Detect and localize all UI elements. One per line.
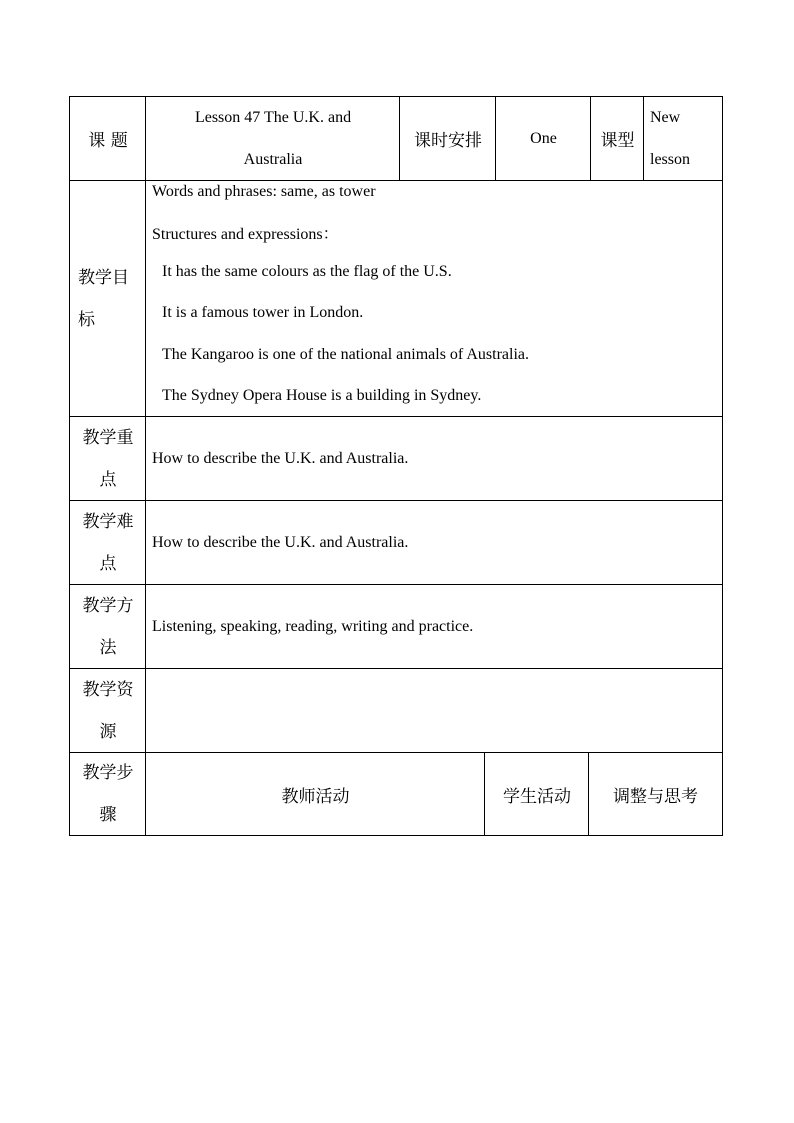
methods-content (145, 584, 723, 668)
objectives-content (145, 180, 723, 416)
reflection-text: 调整与思考 (613, 786, 698, 807)
steps-row (69, 752, 723, 836)
objectives-label (69, 180, 146, 416)
lesson-title-line1: Lesson 47 The U.K. and (194, 108, 352, 126)
resources-row (69, 668, 723, 752)
type-label-text: 课型 (600, 131, 635, 151)
schedule-value-text: One (530, 129, 557, 147)
lesson-title-line2: Australia (243, 150, 303, 168)
key-points-label-line1: 教学重 (82, 427, 134, 448)
topic-label (69, 96, 146, 180)
teacher-activity-header (145, 752, 485, 836)
methods-label (69, 584, 146, 668)
difficulties-label (69, 500, 146, 584)
student-activity-text: 学生活动 (503, 786, 571, 807)
resources-content (145, 668, 723, 752)
type-value-line2: lesson (650, 150, 690, 168)
objective-line: Structures and expressions： (152, 226, 339, 243)
schedule-value (495, 96, 591, 180)
difficulties-label-line2: 点 (99, 553, 117, 574)
methods-label-line1: 教学方 (82, 595, 134, 616)
type-value (643, 96, 723, 180)
reflection-header (588, 752, 723, 836)
steps-label (69, 752, 146, 836)
objective-line: Words and phrases: same, as tower (152, 183, 376, 200)
student-activity-header (484, 752, 589, 836)
steps-label-line2: 骤 (99, 805, 117, 825)
methods-text: Listening, speaking, reading, writing and practice. (152, 617, 474, 635)
objectives-label-line2: 标 (78, 309, 95, 330)
key-points-label (69, 416, 146, 500)
header-row (69, 96, 723, 180)
lesson-plan-table (69, 96, 723, 836)
objective-line: It has the same colours as the flag of the U.S. (162, 263, 452, 280)
resources-label (69, 668, 146, 752)
difficulties-content (145, 500, 723, 584)
schedule-label-text: 课时安排 (414, 131, 482, 151)
objective-line: The Kangaroo is one of the national animals of Australia. (162, 346, 530, 363)
difficulties-text: How to describe the U.K. and Australia. (152, 533, 409, 551)
teacher-activity-text: 教师活动 (281, 786, 350, 807)
objectives-label-line1: 教学目 (78, 267, 129, 288)
type-label (590, 96, 644, 180)
type-value-line1: New (650, 108, 681, 126)
schedule-label (399, 96, 496, 180)
methods-row (69, 584, 723, 668)
topic-label-text: 课 题 (88, 131, 128, 151)
lesson-title-cell (145, 96, 400, 180)
methods-label-line2: 法 (99, 637, 117, 658)
objectives-row (69, 180, 723, 416)
objective-line: The Sydney Opera House is a building in Sydney. (162, 387, 482, 404)
resources-label-line1: 教学资 (82, 679, 134, 700)
difficulties-label-line1: 教学难 (82, 511, 134, 532)
key-points-row (69, 416, 723, 500)
key-points-text: How to describe the U.K. and Australia. (152, 449, 409, 467)
resources-label-line2: 源 (99, 721, 117, 742)
difficulties-row (69, 500, 723, 584)
steps-label-line1: 教学步 (82, 763, 134, 783)
key-points-label-line2: 点 (99, 469, 117, 490)
objective-line: It is a famous tower in London. (162, 304, 364, 321)
key-points-content (145, 416, 723, 500)
